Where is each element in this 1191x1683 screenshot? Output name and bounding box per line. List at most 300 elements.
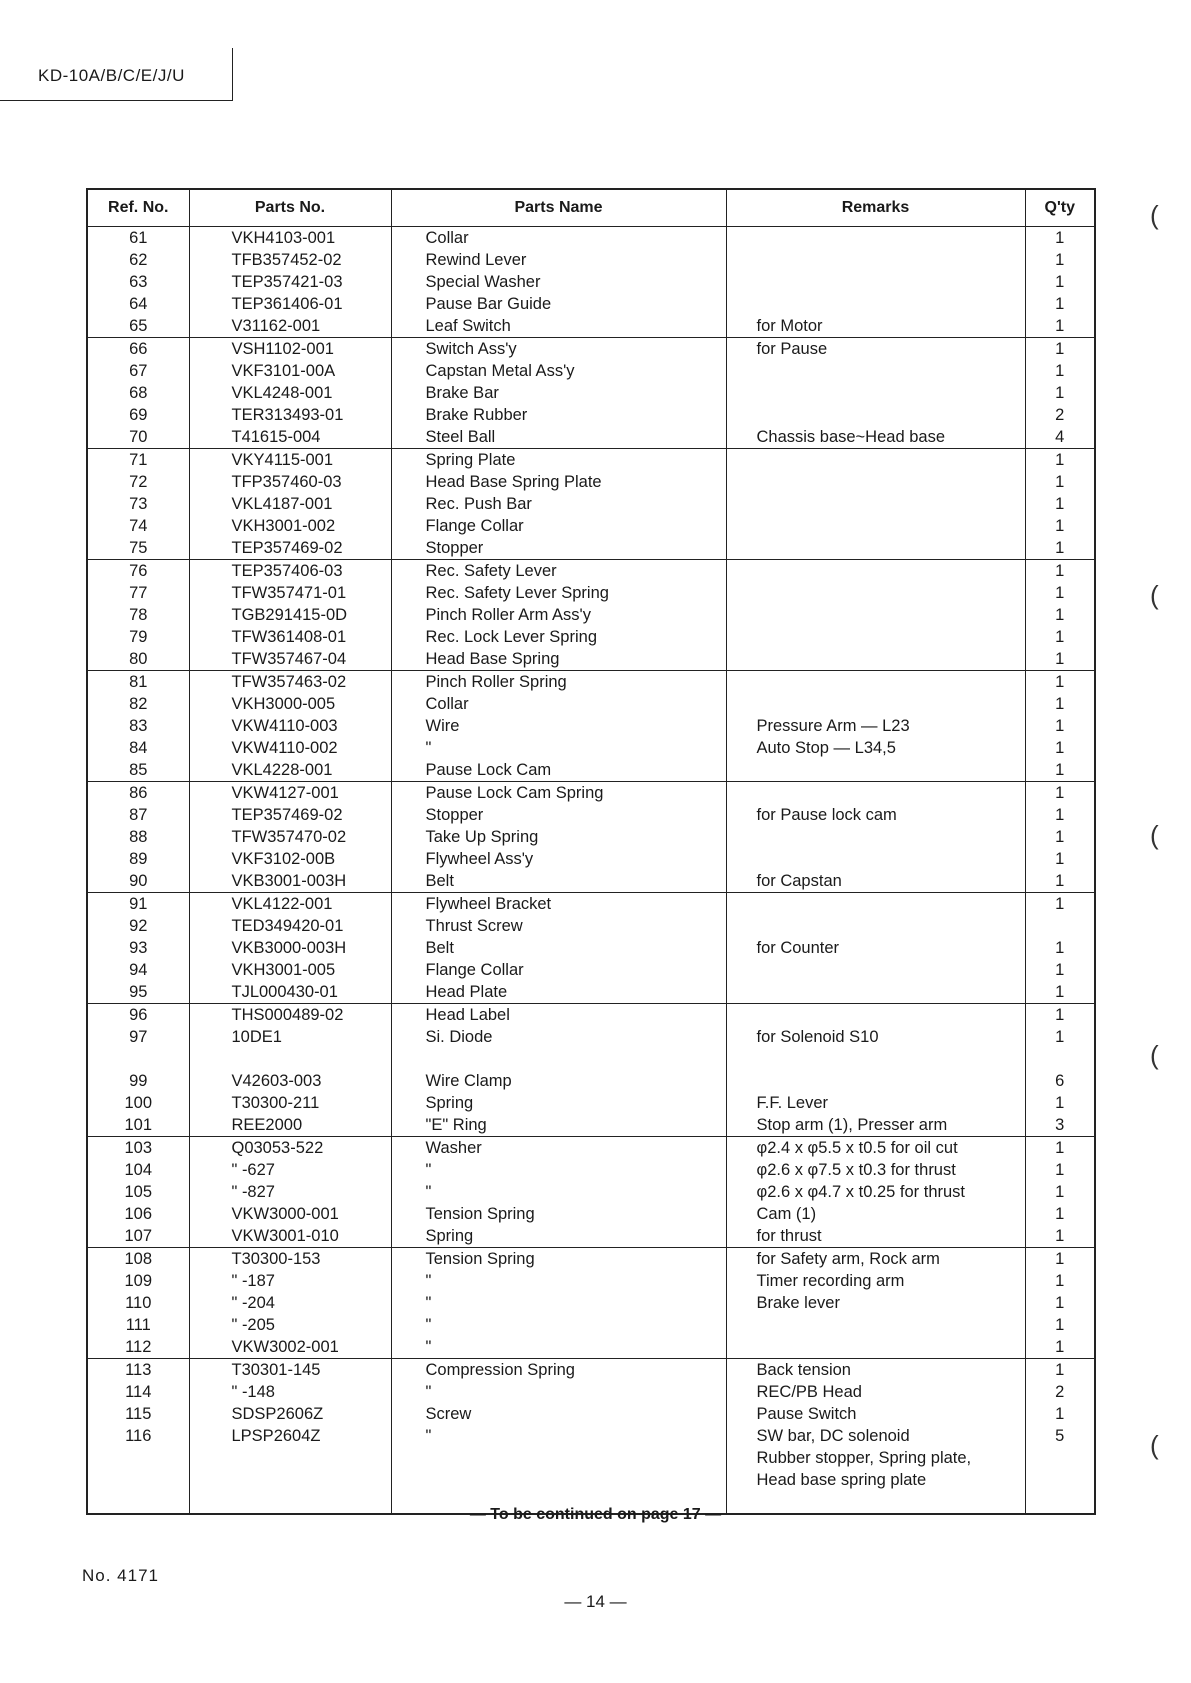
table-cell-qty: 1 bbox=[1025, 449, 1095, 472]
table-row bbox=[87, 582, 1095, 604]
table-cell-ref-no: 82 bbox=[87, 693, 189, 715]
table-cell-ref-no: 78 bbox=[87, 604, 189, 626]
table-cell-ref-no: 90 bbox=[87, 870, 189, 893]
table-cell-ref-no: 68 bbox=[87, 382, 189, 404]
table-cell-qty: 1 bbox=[1025, 1203, 1095, 1225]
table-row bbox=[87, 626, 1095, 648]
table-cell-qty: 1 bbox=[1025, 782, 1095, 805]
table-cell-qty: 2 bbox=[1025, 1381, 1095, 1403]
table-cell-remarks: Brake lever bbox=[726, 1292, 1025, 1314]
table-row bbox=[87, 471, 1095, 493]
table-cell-qty: 1 bbox=[1025, 582, 1095, 604]
table-cell-parts-name: Stopper bbox=[391, 537, 726, 560]
table-cell-ref-no: 81 bbox=[87, 671, 189, 694]
table-cell-ref-no: 97 bbox=[87, 1026, 189, 1048]
table-cell-ref-no: 106 bbox=[87, 1203, 189, 1225]
table-cell-ref-no: 91 bbox=[87, 893, 189, 916]
table-cell-ref-no: 110 bbox=[87, 1292, 189, 1314]
table-cell-parts-no: VKW3001-010 bbox=[189, 1225, 391, 1248]
table-cell-qty: 1 bbox=[1025, 1314, 1095, 1336]
table-row bbox=[87, 1336, 1095, 1359]
table-cell-qty: 1 bbox=[1025, 227, 1095, 250]
table-cell-remarks: φ2.6 x φ4.7 x t0.25 for thrust bbox=[726, 1181, 1025, 1203]
table-cell-qty: 1 bbox=[1025, 1292, 1095, 1314]
parts-table-body bbox=[87, 227, 1095, 1515]
table-cell-qty: 1 bbox=[1025, 626, 1095, 648]
table-cell-ref-no: 96 bbox=[87, 1004, 189, 1027]
table-cell-ref-no: 108 bbox=[87, 1248, 189, 1271]
table-cell-qty: 1 bbox=[1025, 959, 1095, 981]
table-cell-parts-name: Flange Collar bbox=[391, 959, 726, 981]
column-header-ref-no: Ref. No. bbox=[87, 189, 189, 227]
table-row bbox=[87, 515, 1095, 537]
table-cell-remarks: F.F. Lever bbox=[726, 1092, 1025, 1114]
table-cell-ref-no: 107 bbox=[87, 1225, 189, 1248]
table-cell-parts-name: Wire Clamp bbox=[391, 1070, 726, 1092]
table-cell-parts-no: " -204 bbox=[189, 1292, 391, 1314]
table-cell-parts-no: TFB357452-02 bbox=[189, 249, 391, 271]
table-cell-parts-no: T30300-153 bbox=[189, 1248, 391, 1271]
table-cell-parts-name: Capstan Metal Ass'y bbox=[391, 360, 726, 382]
table-cell-qty: 1 bbox=[1025, 360, 1095, 382]
table-row bbox=[87, 1004, 1095, 1027]
table-cell-qty: 1 bbox=[1025, 648, 1095, 671]
table-cell-parts-no: VKH3000-005 bbox=[189, 693, 391, 715]
table-cell-parts-name: Spring bbox=[391, 1092, 726, 1114]
table-cell-parts-name: Switch Ass'y bbox=[391, 338, 726, 361]
table-cell-parts-no: TEP357406-03 bbox=[189, 560, 391, 583]
table-cell-parts-no: VKW3002-001 bbox=[189, 1336, 391, 1359]
table-cell-remarks: Chassis base~Head base bbox=[726, 426, 1025, 449]
table-row bbox=[87, 1225, 1095, 1248]
table-cell-remarks bbox=[726, 360, 1025, 382]
table-cell-qty: 1 bbox=[1025, 293, 1095, 315]
table-cell-parts-no: " -205 bbox=[189, 1314, 391, 1336]
table-cell-remarks: for thrust bbox=[726, 1225, 1025, 1248]
table-cell-parts-name: Stopper bbox=[391, 804, 726, 826]
table-cell-remarks bbox=[726, 537, 1025, 560]
table-cell-parts-no: TJL000430-01 bbox=[189, 981, 391, 1004]
table-cell-parts-no: VKL4122-001 bbox=[189, 893, 391, 916]
table-row bbox=[87, 959, 1095, 981]
table-cell-remarks bbox=[726, 293, 1025, 315]
table-cell-ref-no bbox=[87, 1048, 189, 1070]
table-cell-qty: 1 bbox=[1025, 848, 1095, 870]
table-cell-ref-no: 83 bbox=[87, 715, 189, 737]
table-cell-remarks: for Solenoid S10 bbox=[726, 1026, 1025, 1048]
table-cell-remarks bbox=[726, 693, 1025, 715]
table-cell-qty: 1 bbox=[1025, 1004, 1095, 1027]
table-cell-ref-no: 80 bbox=[87, 648, 189, 671]
table-row bbox=[87, 915, 1095, 937]
table-cell-remarks bbox=[726, 981, 1025, 1004]
table-row bbox=[87, 315, 1095, 338]
table-cell-ref-no: 109 bbox=[87, 1270, 189, 1292]
continued-note: — To be continued on page 17 — bbox=[469, 1506, 722, 1523]
table-cell-parts-no: V31162-001 bbox=[189, 315, 391, 338]
table-cell-remarks bbox=[726, 1336, 1025, 1359]
table-cell-qty bbox=[1025, 1469, 1095, 1491]
table-cell-remarks: for Pause bbox=[726, 338, 1025, 361]
table-cell-remarks: Back tension bbox=[726, 1359, 1025, 1382]
table-cell-qty: 1 bbox=[1025, 315, 1095, 338]
table-cell-parts-name: Rec. Lock Lever Spring bbox=[391, 626, 726, 648]
table-cell-qty: 1 bbox=[1025, 493, 1095, 515]
model-number: KD-10A/B/C/E/J/U bbox=[38, 66, 185, 85]
table-cell-parts-no: TFW357471-01 bbox=[189, 582, 391, 604]
table-cell-parts-name: " bbox=[391, 1270, 726, 1292]
table-cell-remarks bbox=[726, 959, 1025, 981]
table-cell-remarks bbox=[726, 515, 1025, 537]
table-cell-parts-name: Collar bbox=[391, 693, 726, 715]
table-cell-ref-no: 62 bbox=[87, 249, 189, 271]
table-cell-ref-no: 72 bbox=[87, 471, 189, 493]
table-cell-remarks: for Safety arm, Rock arm bbox=[726, 1248, 1025, 1271]
table-row bbox=[87, 715, 1095, 737]
table-cell-qty: 1 bbox=[1025, 1159, 1095, 1181]
table-cell-parts-name: " bbox=[391, 1292, 726, 1314]
table-cell-qty: 5 bbox=[1025, 1425, 1095, 1447]
document-number: No. 4171 bbox=[82, 1566, 159, 1585]
table-cell-parts-name: " bbox=[391, 737, 726, 759]
table-cell-qty: 1 bbox=[1025, 471, 1095, 493]
table-cell-parts-name bbox=[391, 1447, 726, 1469]
table-cell-ref-no: 71 bbox=[87, 449, 189, 472]
table-row bbox=[87, 737, 1095, 759]
table-cell-qty: 1 bbox=[1025, 1092, 1095, 1114]
table-row bbox=[87, 1469, 1095, 1491]
table-cell-qty: 1 bbox=[1025, 1359, 1095, 1382]
table-row bbox=[87, 1447, 1095, 1469]
table-cell-remarks bbox=[726, 382, 1025, 404]
table-cell-parts-name: "E" Ring bbox=[391, 1114, 726, 1137]
table-cell-parts-no: " -148 bbox=[189, 1381, 391, 1403]
table-cell-remarks: SW bar, DC solenoid bbox=[726, 1425, 1025, 1447]
table-cell-parts-name: Washer bbox=[391, 1137, 726, 1160]
table-cell-remarks: for Counter bbox=[726, 937, 1025, 959]
table-cell-remarks bbox=[726, 604, 1025, 626]
table-cell-parts-no: " -187 bbox=[189, 1270, 391, 1292]
table-cell-parts-no: VKB3001-003H bbox=[189, 870, 391, 893]
binding-mark: ( bbox=[1150, 1040, 1159, 1070]
table-row bbox=[87, 893, 1095, 916]
table-cell-remarks bbox=[726, 560, 1025, 583]
table-cell-qty: 1 bbox=[1025, 1026, 1095, 1048]
table-row bbox=[87, 1181, 1095, 1203]
table-cell-parts-name: Head Base Spring Plate bbox=[391, 471, 726, 493]
table-cell-parts-name: Special Washer bbox=[391, 271, 726, 293]
table-header-row bbox=[87, 189, 1095, 227]
table-cell-parts-no: VKW4110-003 bbox=[189, 715, 391, 737]
table-cell-parts-no: THS000489-02 bbox=[189, 1004, 391, 1027]
table-cell-remarks: Timer recording arm bbox=[726, 1270, 1025, 1292]
table-cell-parts-name: Compression Spring bbox=[391, 1359, 726, 1382]
table-cell-parts-no: VKF3101-00A bbox=[189, 360, 391, 382]
table-cell-parts-name: Tension Spring bbox=[391, 1203, 726, 1225]
table-cell-ref-no: 67 bbox=[87, 360, 189, 382]
table-cell-qty: 1 bbox=[1025, 249, 1095, 271]
table-cell-qty: 1 bbox=[1025, 870, 1095, 893]
table-row bbox=[87, 759, 1095, 782]
table-cell-ref-no: 61 bbox=[87, 227, 189, 250]
table-cell-parts-no: VKL4248-001 bbox=[189, 382, 391, 404]
table-row bbox=[87, 1359, 1095, 1382]
table-cell-remarks bbox=[726, 493, 1025, 515]
table-cell-qty: 1 bbox=[1025, 759, 1095, 782]
table-cell-parts-no: VKH3001-002 bbox=[189, 515, 391, 537]
table-cell-parts-name: Pinch Roller Arm Ass'y bbox=[391, 604, 726, 626]
table-cell-ref-no: 74 bbox=[87, 515, 189, 537]
table-cell-ref-no: 87 bbox=[87, 804, 189, 826]
table-cell-qty: 1 bbox=[1025, 715, 1095, 737]
table-cell-ref-no: 104 bbox=[87, 1159, 189, 1181]
binding-mark: ( bbox=[1150, 820, 1159, 850]
table-cell-ref-no: 64 bbox=[87, 293, 189, 315]
table-cell-remarks bbox=[726, 671, 1025, 694]
table-cell-ref-no: 100 bbox=[87, 1092, 189, 1114]
table-cell-parts-name: Head Base Spring bbox=[391, 648, 726, 671]
table-cell-parts-name: Head Label bbox=[391, 1004, 726, 1027]
table-cell-ref-no: 65 bbox=[87, 315, 189, 338]
table-cell-ref-no: 116 bbox=[87, 1425, 189, 1447]
table-row bbox=[87, 826, 1095, 848]
table-cell-remarks bbox=[726, 826, 1025, 848]
table-cell-remarks: Pause Switch bbox=[726, 1403, 1025, 1425]
table-cell-parts-no: T30301-145 bbox=[189, 1359, 391, 1382]
table-cell-remarks bbox=[726, 227, 1025, 250]
table-cell-parts-name: Collar bbox=[391, 227, 726, 250]
table-cell-parts-name: Screw bbox=[391, 1403, 726, 1425]
table-cell-parts-no: TGB291415-0D bbox=[189, 604, 391, 626]
table-row bbox=[87, 1203, 1095, 1225]
table-cell-parts-name: Spring bbox=[391, 1225, 726, 1248]
table-row bbox=[87, 804, 1095, 826]
table-cell-parts-name: Tension Spring bbox=[391, 1248, 726, 1271]
table-cell-qty: 1 bbox=[1025, 537, 1095, 560]
table-cell-parts-name: Take Up Spring bbox=[391, 826, 726, 848]
table-cell-qty: 1 bbox=[1025, 1248, 1095, 1271]
table-cell-ref-no: 94 bbox=[87, 959, 189, 981]
table-cell-parts-no bbox=[189, 1469, 391, 1491]
table-cell-qty: 1 bbox=[1025, 604, 1095, 626]
table-cell-qty: 3 bbox=[1025, 1114, 1095, 1137]
table-row bbox=[87, 1048, 1095, 1070]
table-row bbox=[87, 648, 1095, 671]
table-cell-parts-no: VSH1102-001 bbox=[189, 338, 391, 361]
table-row bbox=[87, 449, 1095, 472]
table-cell-parts-no: SDSP2606Z bbox=[189, 1403, 391, 1425]
table-cell-parts-name: " bbox=[391, 1159, 726, 1181]
table-cell-ref-no: 92 bbox=[87, 915, 189, 937]
table-cell-parts-no bbox=[189, 1447, 391, 1469]
table-cell-remarks bbox=[726, 915, 1025, 937]
column-header-qty: Q'ty bbox=[1025, 189, 1095, 227]
table-cell-parts-no: TEP357421-03 bbox=[189, 271, 391, 293]
table-cell-remarks: φ2.6 x φ7.5 x t0.3 for thrust bbox=[726, 1159, 1025, 1181]
table-cell-ref-no: 73 bbox=[87, 493, 189, 515]
table-cell-parts-no: VKH4103-001 bbox=[189, 227, 391, 250]
table-cell-parts-name: Spring Plate bbox=[391, 449, 726, 472]
table-cell-parts-name: " bbox=[391, 1181, 726, 1203]
table-cell-parts-no: V42603-003 bbox=[189, 1070, 391, 1092]
table-cell-parts-no: VKL4187-001 bbox=[189, 493, 391, 515]
binding-mark: ( bbox=[1150, 580, 1159, 610]
table-cell-remarks bbox=[726, 1048, 1025, 1070]
table-cell-parts-name: Pause Lock Cam bbox=[391, 759, 726, 782]
table-row bbox=[87, 782, 1095, 805]
table-row bbox=[87, 848, 1095, 870]
table-cell-qty bbox=[1025, 1447, 1095, 1469]
table-cell-qty: 1 bbox=[1025, 826, 1095, 848]
table-row bbox=[87, 1425, 1095, 1447]
table-cell-parts-no: TFP357460-03 bbox=[189, 471, 391, 493]
parts-list-table bbox=[86, 188, 1096, 1515]
table-cell-parts-no: Q03053-522 bbox=[189, 1137, 391, 1160]
table-cell-parts-name: Brake Rubber bbox=[391, 404, 726, 426]
table-cell-ref-no: 115 bbox=[87, 1403, 189, 1425]
table-row bbox=[87, 1159, 1095, 1181]
table-row bbox=[87, 493, 1095, 515]
table-cell-qty: 1 bbox=[1025, 338, 1095, 361]
table-cell-parts-name: " bbox=[391, 1336, 726, 1359]
table-cell-parts-name: Pause Bar Guide bbox=[391, 293, 726, 315]
table-cell-ref-no: 89 bbox=[87, 848, 189, 870]
table-cell-remarks: Pressure Arm — L23 bbox=[726, 715, 1025, 737]
table-cell-parts-no: TFW357470-02 bbox=[189, 826, 391, 848]
table-row bbox=[87, 1092, 1095, 1114]
table-row bbox=[87, 1070, 1095, 1092]
table-cell-ref-no: 70 bbox=[87, 426, 189, 449]
table-row bbox=[87, 1314, 1095, 1336]
table-cell-parts-name: Flywheel Bracket bbox=[391, 893, 726, 916]
table-cell-qty bbox=[1025, 1048, 1095, 1070]
table-row bbox=[87, 382, 1095, 404]
table-cell-ref-no: 66 bbox=[87, 338, 189, 361]
table-row bbox=[87, 1248, 1095, 1271]
table-cell-parts-no: LPSP2604Z bbox=[189, 1425, 391, 1447]
table-cell-parts-name: Belt bbox=[391, 870, 726, 893]
table-cell-parts-name: Steel Ball bbox=[391, 426, 726, 449]
table-cell-parts-no: VKL4228-001 bbox=[189, 759, 391, 782]
table-cell-remarks bbox=[726, 626, 1025, 648]
table-cell-ref-no: 85 bbox=[87, 759, 189, 782]
table-cell-parts-no: 10DE1 bbox=[189, 1026, 391, 1048]
table-row bbox=[87, 1026, 1095, 1048]
table-cell-remarks: Cam (1) bbox=[726, 1203, 1025, 1225]
table-cell-remarks bbox=[726, 759, 1025, 782]
table-cell-ref-no: 113 bbox=[87, 1359, 189, 1382]
table-cell-qty: 1 bbox=[1025, 1403, 1095, 1425]
table-cell-ref-no: 93 bbox=[87, 937, 189, 959]
table-cell-qty: 1 bbox=[1025, 1137, 1095, 1160]
table-cell-remarks bbox=[726, 249, 1025, 271]
table-cell-qty: 1 bbox=[1025, 737, 1095, 759]
table-row bbox=[87, 1114, 1095, 1137]
table-cell-parts-name: Rec. Safety Lever Spring bbox=[391, 582, 726, 604]
table-cell-parts-name bbox=[391, 1048, 726, 1070]
table-cell-qty: 1 bbox=[1025, 382, 1095, 404]
table-cell-parts-no: TFW357463-02 bbox=[189, 671, 391, 694]
table-cell-parts-name: Rec. Push Bar bbox=[391, 493, 726, 515]
table-cell-parts-no: VKB3000-003H bbox=[189, 937, 391, 959]
table-cell-parts-name: Brake Bar bbox=[391, 382, 726, 404]
table-cell-parts-no: TFW357467-04 bbox=[189, 648, 391, 671]
table-cell-parts-name: Leaf Switch bbox=[391, 315, 726, 338]
table-row bbox=[87, 1270, 1095, 1292]
table-row bbox=[87, 1292, 1095, 1314]
table-cell-ref-no: 111 bbox=[87, 1314, 189, 1336]
table-cell-parts-name: Wire bbox=[391, 715, 726, 737]
table-cell-remarks bbox=[726, 848, 1025, 870]
table-cell-parts-no: " -827 bbox=[189, 1181, 391, 1203]
table-cell-ref-no: 103 bbox=[87, 1137, 189, 1160]
table-cell-ref-no: 88 bbox=[87, 826, 189, 848]
table-cell-remarks bbox=[726, 1314, 1025, 1336]
table-cell-qty: 2 bbox=[1025, 404, 1095, 426]
table-cell-ref-no: 101 bbox=[87, 1114, 189, 1137]
table-cell-qty bbox=[1025, 915, 1095, 937]
table-cell-qty: 1 bbox=[1025, 560, 1095, 583]
table-cell-remarks: φ2.4 x φ5.5 x t0.5 for oil cut bbox=[726, 1137, 1025, 1160]
table-cell-remarks bbox=[726, 582, 1025, 604]
table-cell-parts-name: Flywheel Ass'y bbox=[391, 848, 726, 870]
table-cell-remarks: Auto Stop — L34,5 bbox=[726, 737, 1025, 759]
table-cell-remarks: for Motor bbox=[726, 315, 1025, 338]
table-row bbox=[87, 271, 1095, 293]
table-cell-parts-no: VKY4115-001 bbox=[189, 449, 391, 472]
table-cell-parts-name: Thrust Screw bbox=[391, 915, 726, 937]
table-cell-qty: 1 bbox=[1025, 937, 1095, 959]
table-cell-parts-no: " -627 bbox=[189, 1159, 391, 1181]
table-row bbox=[87, 693, 1095, 715]
table-cell-parts-name: Belt bbox=[391, 937, 726, 959]
table-cell-parts-name: Pause Lock Cam Spring bbox=[391, 782, 726, 805]
table-cell-remarks bbox=[726, 648, 1025, 671]
table-cell-remarks: Rubber stopper, Spring plate, bbox=[726, 1447, 1025, 1469]
table-cell-remarks: Head base spring plate bbox=[726, 1469, 1025, 1491]
table-cell-parts-no: VKW4127-001 bbox=[189, 782, 391, 805]
table-row bbox=[87, 426, 1095, 449]
table-cell-parts-name: Head Plate bbox=[391, 981, 726, 1004]
table-cell-parts-name bbox=[391, 1469, 726, 1491]
table-row bbox=[87, 604, 1095, 626]
table-row bbox=[87, 937, 1095, 959]
table-row bbox=[87, 1403, 1095, 1425]
table-row bbox=[87, 537, 1095, 560]
table-row bbox=[87, 227, 1095, 250]
table-row bbox=[87, 671, 1095, 694]
table-cell-remarks bbox=[726, 782, 1025, 805]
table-cell-ref-no: 105 bbox=[87, 1181, 189, 1203]
table-row bbox=[87, 560, 1095, 583]
table-cell-remarks bbox=[726, 271, 1025, 293]
table-cell-parts-no: TEP361406-01 bbox=[189, 293, 391, 315]
table-cell-remarks bbox=[726, 471, 1025, 493]
table-cell-ref-no: 86 bbox=[87, 782, 189, 805]
table-cell-parts-no: REE2000 bbox=[189, 1114, 391, 1137]
table-cell-parts-no bbox=[189, 1048, 391, 1070]
table-row bbox=[87, 338, 1095, 361]
table-cell-ref-no: 114 bbox=[87, 1381, 189, 1403]
table-cell-parts-no: VKH3001-005 bbox=[189, 959, 391, 981]
table-row bbox=[87, 1137, 1095, 1160]
table-cell-parts-no: TED349420-01 bbox=[189, 915, 391, 937]
table-cell-remarks: for Capstan bbox=[726, 870, 1025, 893]
table-cell-parts-no: TEP357469-02 bbox=[189, 804, 391, 826]
table-cell-ref-no: 84 bbox=[87, 737, 189, 759]
table-row bbox=[87, 1381, 1095, 1403]
table-cell-ref-no: 95 bbox=[87, 981, 189, 1004]
